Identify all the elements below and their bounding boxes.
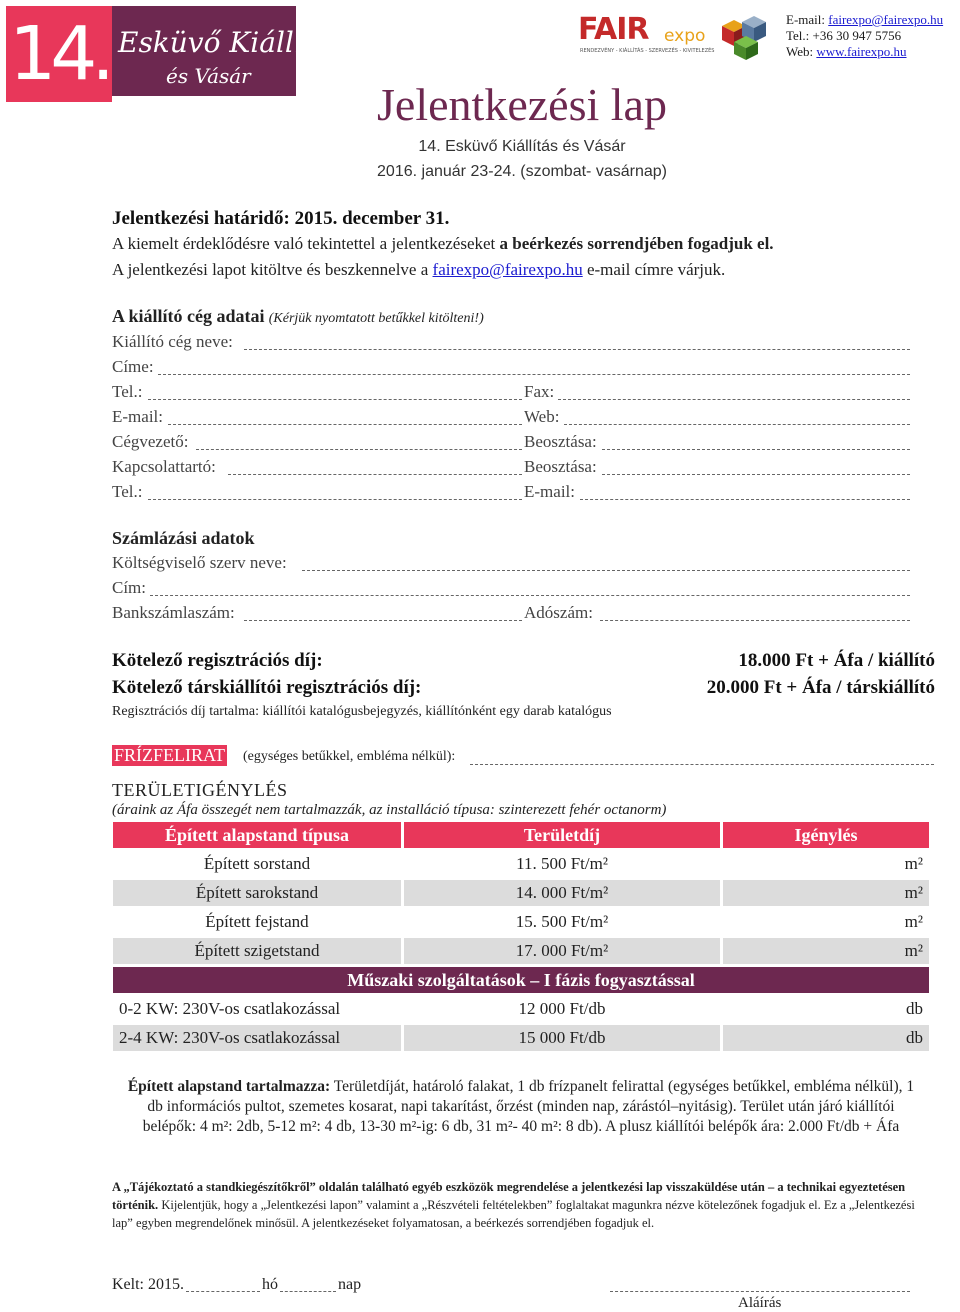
fairexpo-logo-expo: expo: [664, 26, 706, 46]
date-day-field[interactable]: [280, 1291, 336, 1292]
billing-heading: Számlázási adatok: [112, 528, 255, 548]
ceo-position-label: Beosztása:: [524, 432, 597, 451]
power-request-field[interactable]: db: [723, 1025, 929, 1051]
stand-type: Épített fejstand: [113, 909, 401, 935]
power-price: 15 000 Ft/db: [404, 1025, 720, 1051]
table-row: [113, 996, 929, 1022]
address-label: Címe:: [112, 357, 154, 376]
stand-price: 17. 000 Ft/m²: [404, 938, 720, 964]
co-reg-fee-value: 20.000 Ft + Áfa / társkiállító: [706, 677, 935, 698]
tax-field[interactable]: [600, 620, 910, 621]
contact-tel: Tel.: +36 30 947 5756: [786, 28, 902, 43]
stand-request-field[interactable]: m²: [723, 938, 929, 964]
event-logo-line1: Esküvő Kiállítás: [118, 26, 346, 59]
company-name-label: Kiállító cég neve:: [112, 332, 233, 351]
col-header-type: Épített alapstand típusa: [113, 822, 401, 848]
bank-label: Bankszámlaszám:: [112, 603, 235, 622]
fax-field[interactable]: [558, 399, 910, 400]
ceo-field[interactable]: [196, 449, 522, 450]
col-header-price: Területdíj: [404, 822, 720, 848]
stand-price: 11. 500 Ft/m²: [404, 851, 720, 877]
note-email-link[interactable]: fairexpo@fairexpo.hu: [432, 260, 583, 279]
power-price: 12 000 Ft/db: [404, 996, 720, 1022]
contact-web-label: Web:: [786, 44, 814, 59]
tax-label: Adószám:: [524, 603, 593, 622]
stand-type: Épített sorstand: [113, 851, 401, 877]
contact-web-link[interactable]: www.fairexpo.hu: [816, 44, 907, 59]
fairexpo-logo-tagline: RENDEZVÉNY - KIÁLLÍTÁS - SZERVEZÉS - KIVITELEZÉS: [580, 48, 715, 54]
stand-request-field[interactable]: m²: [723, 909, 929, 935]
note-submit: A jelentkezési lapot kitöltve és beszkennelve a fairexpo@fairexpo.hu e-mail címre várjuk.: [112, 260, 726, 279]
billing-address-label: Cím:: [112, 578, 147, 597]
exhibitor-heading: A kiállító cég adatai (Kérjük nyomtatott betűkkel kitölteni!): [112, 306, 484, 326]
power-request-field[interactable]: db: [723, 996, 929, 1022]
event-date: 2016. január 23-24. (szombat- vasárnap): [377, 163, 667, 180]
table-row: [113, 880, 929, 906]
signature-label: Aláírás: [738, 1295, 782, 1311]
page-title: Jelentkezési lap: [377, 79, 667, 130]
web-field[interactable]: [564, 424, 910, 425]
contact-email-label2: E-mail:: [524, 482, 575, 501]
contact-person-label: Kapcsolattartó:: [112, 457, 216, 476]
contact-position-label: Beosztása:: [524, 457, 597, 476]
payer-label: Költségviselő szerv neve:: [112, 553, 287, 572]
contact-block: [786, 12, 943, 60]
company-name-field[interactable]: [244, 349, 910, 350]
reg-fee-label: Kötelező regisztrációs díj:: [112, 650, 323, 671]
ceo-position-field[interactable]: [602, 449, 910, 450]
event-logo-number: 14.: [6, 6, 112, 102]
bank-field[interactable]: [244, 620, 522, 621]
fairexpo-logo-word: FAIR: [578, 12, 649, 47]
fax-label: Fax:: [524, 382, 555, 401]
frieze-note: (egységes betűkkel, embléma nélkül):: [243, 749, 456, 764]
contact-email-field[interactable]: [580, 499, 910, 500]
tech-heading: Műszaki szolgáltatások – I fázis fogyasztással: [113, 967, 929, 993]
power-type: 2-4 KW: 230V-os csatlakozással: [113, 1025, 401, 1051]
month-label: hó: [262, 1276, 278, 1293]
fee-note: Regisztrációs díj tartalma: kiállítói katalógusbejegyzés, kiállítónként egy darab katalógus: [112, 704, 612, 719]
table-row: [113, 938, 929, 964]
stand-request-field[interactable]: m²: [723, 851, 929, 877]
tel-field[interactable]: [148, 399, 522, 400]
fairexpo-logo: [578, 12, 778, 62]
cubes-icon: [712, 12, 772, 60]
deadline: Jelentkezési határidő: 2015. december 31.: [112, 208, 450, 229]
contact-person-field[interactable]: [228, 474, 522, 475]
contact-email-label: E-mail:: [786, 12, 825, 27]
table-row: [113, 909, 929, 935]
table-row: [113, 1025, 929, 1051]
stand-request-field[interactable]: m²: [723, 880, 929, 906]
footer-note: A „Tájékoztató a standkiegészítőkről” oldalán található egyéb eszközök megrendelése a jelentkezési lap visszaküldése után – a technikai egyeztetésen történik. Kijelentjük, hogy a „Jelentkezési lapon” valamint a „Részvételi feltételekben” foglaltakat magunkra nézve kötelezőnek fogadjuk el. Ez a „Jelentkezési lap” egyben megrendelőnek minősül. A jelentkezéseket folyamatosan, a beérkezés sorrendjében fogadjuk el.: [112, 1180, 915, 1230]
contact-tel-label: Tel.:: [112, 482, 143, 501]
area-note: (áraink az Áfa összegét nem tartalmazzák, az installáció típusa: szinterezett fehér octanorm): [112, 802, 667, 818]
event-logo-line2: és Vásár: [166, 64, 251, 88]
billing-address-field[interactable]: [150, 595, 910, 596]
email-label: E-mail:: [112, 407, 163, 426]
contact-position-field[interactable]: [602, 474, 910, 475]
payer-field[interactable]: [302, 570, 910, 571]
contact-tel-field[interactable]: [148, 499, 522, 500]
frieze-label: FRÍZFELIRAT: [114, 745, 226, 765]
day-label: nap: [338, 1276, 362, 1293]
col-header-request: Igénylés: [723, 822, 929, 848]
stand-type: Épített szigetstand: [113, 938, 401, 964]
address-field[interactable]: [158, 374, 910, 375]
frieze-field[interactable]: [470, 764, 934, 765]
reg-fee-value: 18.000 Ft + Áfa / kiállító: [738, 650, 935, 671]
stand-includes: Épített alapstand tartalmazza: Területdíját, határoló falakat, 1 db frízpanelt felirattal (egységes betűkkel, embléma nélkül), 1 db információs pultot, szemetes kosarat, napi takarítást, őrzést (minden nap, zárástól–nyitásig). Terület után járó kiállítói belépők: 4 m²: 2db, 5-12 m²: 4 db, 13-30 m²-ig: 6 db, 31 m²- 40 m²: 8 db). A plusz kiállítói belépők ára: 2.000 Ft/db + Áfa: [127, 1078, 915, 1135]
date-month-field[interactable]: [186, 1291, 260, 1292]
area-heading: TERÜLETIGÉNYLÉS: [112, 780, 288, 800]
ceo-label: Cégvezető:: [112, 432, 189, 451]
date-label: Kelt: 2015.: [112, 1276, 184, 1293]
stand-price: 14. 000 Ft/m²: [404, 880, 720, 906]
table-row: [113, 851, 929, 877]
stand-type: Épített sarokstand: [113, 880, 401, 906]
stand-price: 15. 500 Ft/m²: [404, 909, 720, 935]
event-name: 14. Esküvő Kiállítás és Vásár: [418, 138, 626, 155]
web-label: Web:: [524, 407, 560, 426]
email-field[interactable]: [168, 424, 522, 425]
contact-email-link[interactable]: fairexpo@fairexpo.hu: [828, 12, 944, 27]
table-header-row: [113, 822, 929, 848]
area-table: [110, 819, 932, 1054]
signature-field[interactable]: [610, 1291, 910, 1292]
power-type: 0-2 KW: 230V-os csatlakozással: [113, 996, 401, 1022]
tel-label: Tel.:: [112, 382, 143, 401]
note-order: A kiemelt érdeklődésre való tekintettel a jelentkezéseket a beérkezés sorrendjében fogadjuk el.: [112, 234, 774, 253]
tech-header-row: [113, 967, 929, 993]
co-reg-fee-label: Kötelező társkiállítói regisztrációs díj:: [112, 677, 422, 698]
